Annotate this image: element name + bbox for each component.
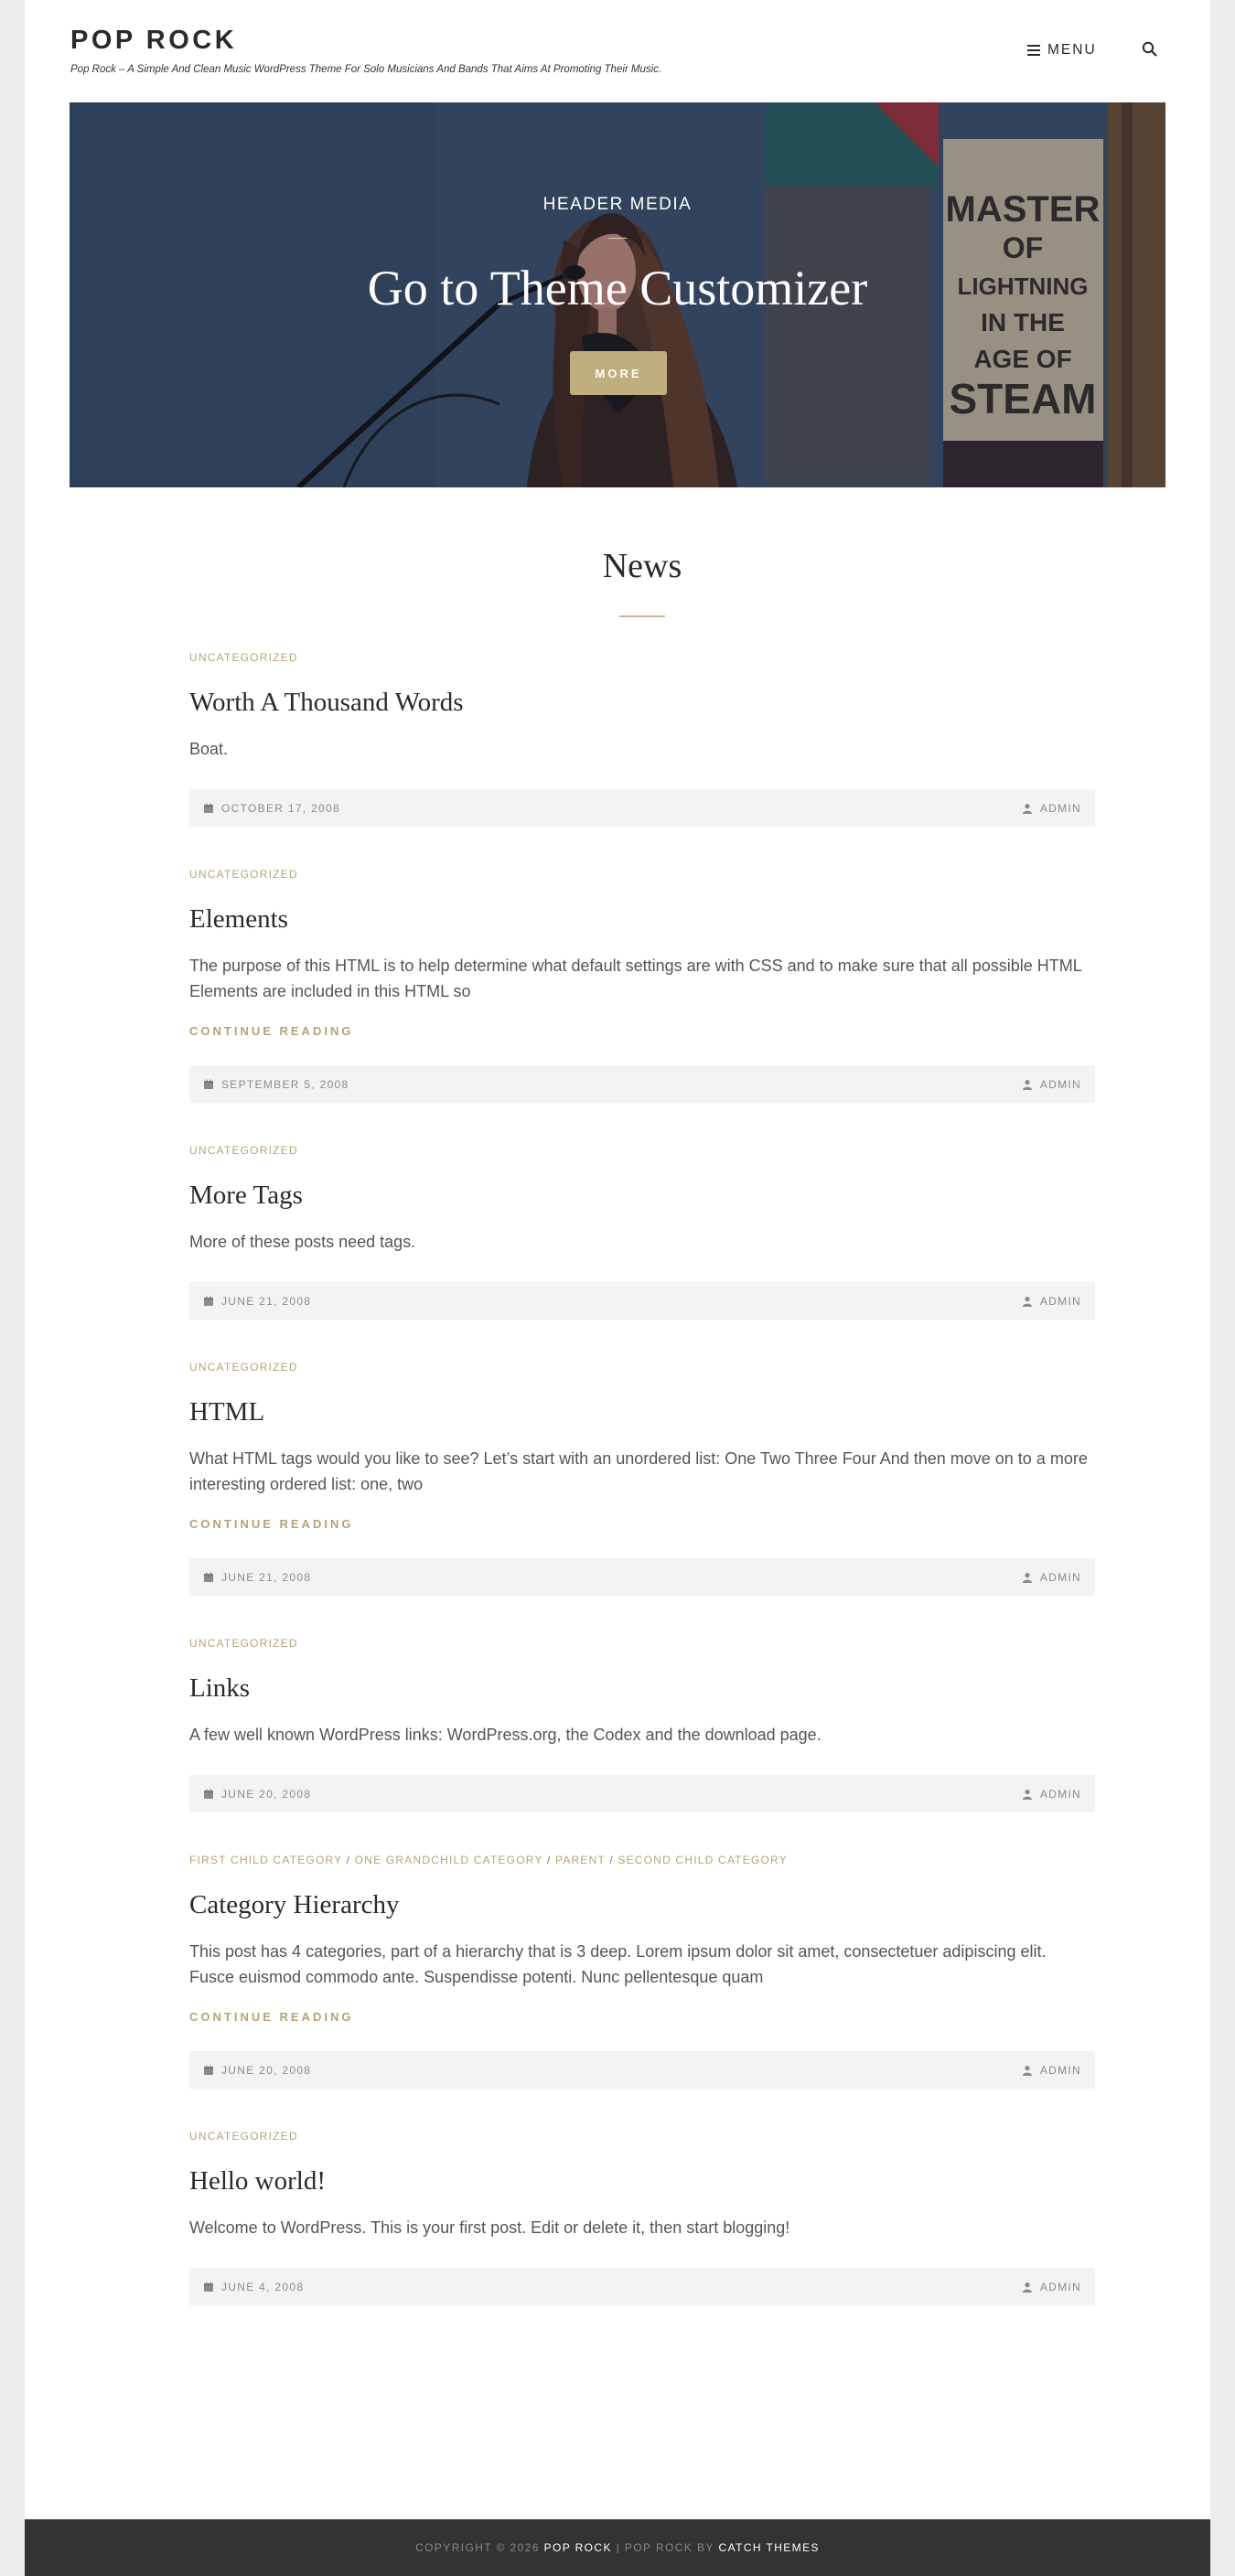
user-icon	[1022, 1572, 1033, 1583]
sign-line-4: IN THE	[981, 308, 1065, 337]
continue-reading-link[interactable]: CONTINUE READING	[189, 1517, 354, 1531]
user-icon	[1022, 1079, 1033, 1090]
post-categories	[189, 868, 1095, 881]
category-link[interactable]: UNCATEGORIZED	[189, 1361, 298, 1374]
site-footer	[25, 2519, 1210, 2576]
post-categories	[189, 1361, 1095, 1374]
post-date-link[interactable]	[203, 1295, 311, 1308]
post-meta	[189, 1065, 1095, 1103]
post-item	[189, 2130, 1095, 2305]
hero-title: Go to Theme Customizer	[367, 261, 868, 315]
category-link[interactable]: PARENT	[555, 1854, 606, 1866]
user-icon	[1022, 2282, 1033, 2293]
post-author: ADMIN	[1039, 1294, 1081, 1308]
sign-line-1: MASTER	[945, 189, 1101, 230]
post-author: ADMIN	[1039, 1787, 1081, 1801]
post-author: ADMIN	[1039, 2063, 1081, 2077]
post-author: ADMIN	[1039, 2280, 1081, 2293]
post-excerpt: The purpose of this HTML is to help determine what default settings are with CSS and to make sure that all possible HTML Elements are included in this HTML so	[189, 957, 1082, 1000]
post-meta	[189, 1558, 1095, 1596]
post-excerpt: Welcome to WordPress. This is your first post. Edit or delete it, then start blogging!	[189, 2218, 790, 2237]
post-categories	[189, 1144, 1095, 1157]
hero-label: HEADER MEDIA	[542, 195, 693, 214]
post-date: JUNE 21, 2008	[221, 1294, 312, 1308]
category-link[interactable]: UNCATEGORIZED	[189, 2130, 298, 2143]
sign-line-5: AGE OF	[973, 345, 1072, 373]
continue-reading-link[interactable]: CONTINUE READING	[189, 1024, 354, 1038]
post-list	[189, 651, 1095, 2305]
post-excerpt: What HTML tags would you like to see? Let’s start with an unordered list: One Two Three Four And then move on to a more interesting ordered list: one, two	[189, 1449, 1088, 1493]
post-meta	[189, 1775, 1095, 1812]
hero-divider	[608, 238, 627, 239]
footer-separator: |	[616, 2541, 621, 2554]
post-date-link[interactable]	[203, 2281, 304, 2293]
post-meta	[189, 789, 1095, 827]
post-author-link[interactable]	[1022, 1571, 1081, 1584]
post-categories	[189, 651, 1095, 664]
category-link[interactable]: ONE GRANDCHILD CATEGORY	[354, 1854, 543, 1866]
sign-line-3: LIGHTNING	[957, 273, 1089, 300]
post-date: JUNE 21, 2008	[221, 1570, 312, 1584]
post-item	[189, 1361, 1095, 1596]
post-author-link[interactable]	[1022, 2064, 1081, 2077]
post-title[interactable]: Elements	[189, 904, 288, 934]
copyright-text: COPYRIGHT © 2026	[415, 2541, 540, 2554]
category-link[interactable]: UNCATEGORIZED	[189, 868, 298, 881]
footer-theme-text: POP ROCK BY	[624, 2541, 714, 2554]
post-date: JUNE 4, 2008	[221, 2280, 305, 2293]
post-date-link[interactable]	[203, 1571, 311, 1584]
post-title[interactable]: Links	[189, 1673, 251, 1703]
post-categories: FIRST CHILD CATEGORY / ONE GRANDCHILD CATEGORY / PARENT / SECOND CHILD CATEGORY	[189, 1854, 788, 1866]
site-tagline: Pop Rock – A Simple And Clean Music WordPress Theme For Solo Musicians And Bands That Aims At Promoting Their Music.	[70, 64, 662, 75]
post-author: ADMIN	[1039, 801, 1081, 815]
sign-line-6: STEAM	[949, 375, 1097, 422]
category-link[interactable]: UNCATEGORIZED	[189, 651, 298, 664]
post-item	[189, 1854, 1095, 2089]
user-icon	[1022, 2065, 1033, 2076]
post-date: JUNE 20, 2008	[221, 1787, 312, 1801]
post-author-link[interactable]	[1022, 1295, 1081, 1308]
post-categories	[189, 2130, 1095, 2143]
calendar-icon	[203, 1296, 214, 1307]
post-categories	[189, 1637, 1095, 1650]
post-item	[189, 1637, 1095, 1812]
post-excerpt: A few well known WordPress links: WordPress.org, the Codex and the download page.	[189, 1726, 822, 1744]
post-author-link[interactable]	[1022, 1078, 1081, 1091]
post-author-link[interactable]	[1022, 802, 1081, 815]
post-date-link[interactable]	[203, 802, 340, 815]
sign-line-2: OF	[1002, 231, 1044, 264]
post-meta	[189, 2051, 1095, 2089]
post-meta	[189, 2268, 1095, 2305]
post-author-link[interactable]	[1022, 2281, 1081, 2293]
calendar-icon	[203, 2282, 214, 2293]
news-divider	[619, 615, 665, 617]
calendar-icon	[203, 2065, 214, 2076]
post-date-link[interactable]	[203, 1078, 349, 1091]
post-excerpt: Boat.	[189, 740, 229, 758]
calendar-icon	[203, 1572, 214, 1583]
post-item	[189, 868, 1095, 1103]
post-date: SEPTEMBER 5, 2008	[221, 1077, 349, 1091]
post-author: ADMIN	[1039, 1570, 1081, 1584]
post-item	[189, 651, 1095, 827]
hamburger-icon	[1027, 45, 1040, 56]
page	[25, 0, 1210, 2576]
user-icon	[1022, 803, 1033, 814]
category-link[interactable]: UNCATEGORIZED	[189, 1144, 298, 1157]
post-date-link[interactable]	[203, 2064, 311, 2077]
menu-label: MENU	[1047, 42, 1097, 58]
header-media	[70, 102, 1165, 487]
site-title[interactable]: POP ROCK	[70, 26, 238, 55]
category-link[interactable]: SECOND CHILD CATEGORY	[618, 1854, 788, 1866]
post-title[interactable]: Category Hierarchy	[189, 1890, 400, 1919]
post-author-link[interactable]	[1022, 1788, 1081, 1801]
more-button[interactable]: MORE	[570, 351, 667, 395]
calendar-icon	[203, 803, 214, 814]
footer-theme-link[interactable]: CATCH THEMES	[718, 2541, 820, 2554]
continue-reading-link[interactable]: CONTINUE READING	[189, 2010, 354, 2024]
post-date: OCTOBER 17, 2008	[221, 801, 340, 815]
post-item	[189, 1144, 1095, 1320]
category-link[interactable]: UNCATEGORIZED	[189, 1637, 298, 1650]
post-date: JUNE 20, 2008	[221, 2063, 312, 2077]
search-icon[interactable]	[1141, 40, 1159, 59]
user-icon	[1022, 1296, 1033, 1307]
category-link[interactable]: FIRST CHILD CATEGORY	[189, 1854, 343, 1866]
post-author: ADMIN	[1039, 1077, 1081, 1091]
menu-toggle-button[interactable]	[1027, 38, 1097, 62]
user-icon	[1022, 1789, 1033, 1800]
calendar-icon	[203, 1789, 214, 1800]
post-title[interactable]: Hello world!	[189, 2166, 326, 2196]
post-excerpt: This post has 4 categories, part of a hierarchy that is 3 deep. Lorem ipsum dolor sit amet, consectetuer adipiscing elit. Fusce euismod commodo ante. Suspendisse potenti. Nunc pellentesque quam	[189, 1942, 1047, 1986]
calendar-icon	[203, 1079, 214, 1090]
post-date-link[interactable]	[203, 1788, 311, 1801]
footer-site-link[interactable]: POP ROCK	[543, 2541, 612, 2554]
post-excerpt: More of these posts need tags.	[189, 1233, 416, 1251]
news-section-title: News	[602, 547, 682, 585]
post-title[interactable]: Worth A Thousand Words	[189, 688, 464, 717]
post-meta	[189, 1282, 1095, 1320]
post-title[interactable]: More Tags	[189, 1181, 303, 1210]
post-title[interactable]: HTML	[189, 1397, 265, 1427]
